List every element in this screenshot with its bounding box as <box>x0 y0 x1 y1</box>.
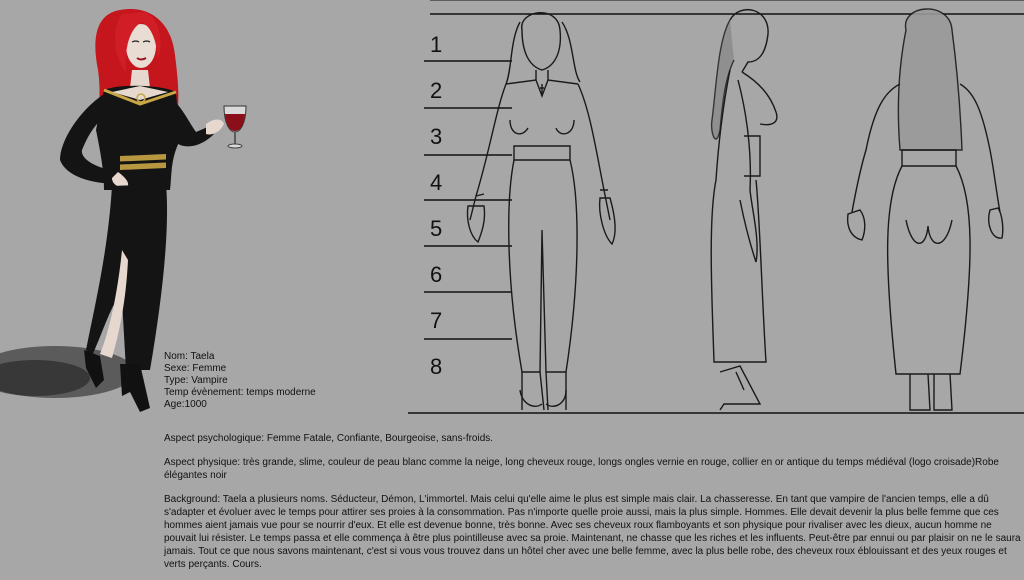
character-type: Type: Vampire <box>164 374 228 386</box>
ruler-number: 6 <box>430 262 443 287</box>
character-description <box>164 432 1024 571</box>
ruler-number: 2 <box>430 78 443 103</box>
ruler-numbers <box>430 32 442 379</box>
side-view-sketch <box>711 10 777 410</box>
front-view-sketch <box>467 13 615 410</box>
right-heel <box>120 364 150 412</box>
ruler-number: 4 <box>430 170 443 195</box>
ruler-number: 3 <box>430 124 443 149</box>
wine-glass <box>224 106 246 148</box>
physical-aspect: Aspect physique: très grande, slime, couleur de peau blanc comme la neige, long cheveux rouge, longs ongles vernie en rouge, collier en or antique du temps médiéval (logo croisade)Robe élégantes noir <box>164 457 999 481</box>
character-time-period: Temp évènement: temps moderne <box>164 386 316 398</box>
character-age: Age:1000 <box>164 398 207 410</box>
character-identity <box>164 351 316 411</box>
back-view-sketch <box>848 9 1003 410</box>
psychological-aspect: Aspect psychologique: Femme Fatale, Confiante, Bourgeoise, sans-froids. <box>164 433 494 444</box>
ruler-number: 8 <box>430 354 443 379</box>
character-sex: Sexe: Femme <box>164 362 227 374</box>
character-name: Nom: Taela <box>164 351 215 362</box>
ruler-number: 7 <box>430 308 443 333</box>
ruler-number: 5 <box>430 216 443 241</box>
background-story: Background: Taela a plusieurs noms. Séducteur, Démon, L'immortel. Mais celui qu'elle aime le plus est simple mais clair. La chasseresse. En tant que vampire de l'ancien temps, elle a dû s'adapter et évoluer avec le temps pour attirer ses proies à la consommation. Pas n'importe quelle proie aussi, mais la plus simple. Hommes. Elle devait devenir la plus belle femme que ces hommes aient jamais vue pour se nourrir d'eux. Et elle est devenue bonne, très bonne. Avec ses cheveux roux flamboyants et son physique pour rivaliser avec les dieux, aucun homme ne pouvait lui résister. Le temps passa et elle commença à être plus pointilleuse avec sa proie. Maintenant, ne chasse que les riches et les influents. Peut-être par ennui ou par plaisir on ne le saura jamais. Tout ce que nous savons maintenant, c'est si vous vous trouvez dans un hôtel cher avec une belle femme, avec la plus belle robe, des cheveux roux éblouissant et des yeux rouges et verts perçants. Cours. <box>164 494 1021 570</box>
ruler-number: 1 <box>430 32 443 57</box>
